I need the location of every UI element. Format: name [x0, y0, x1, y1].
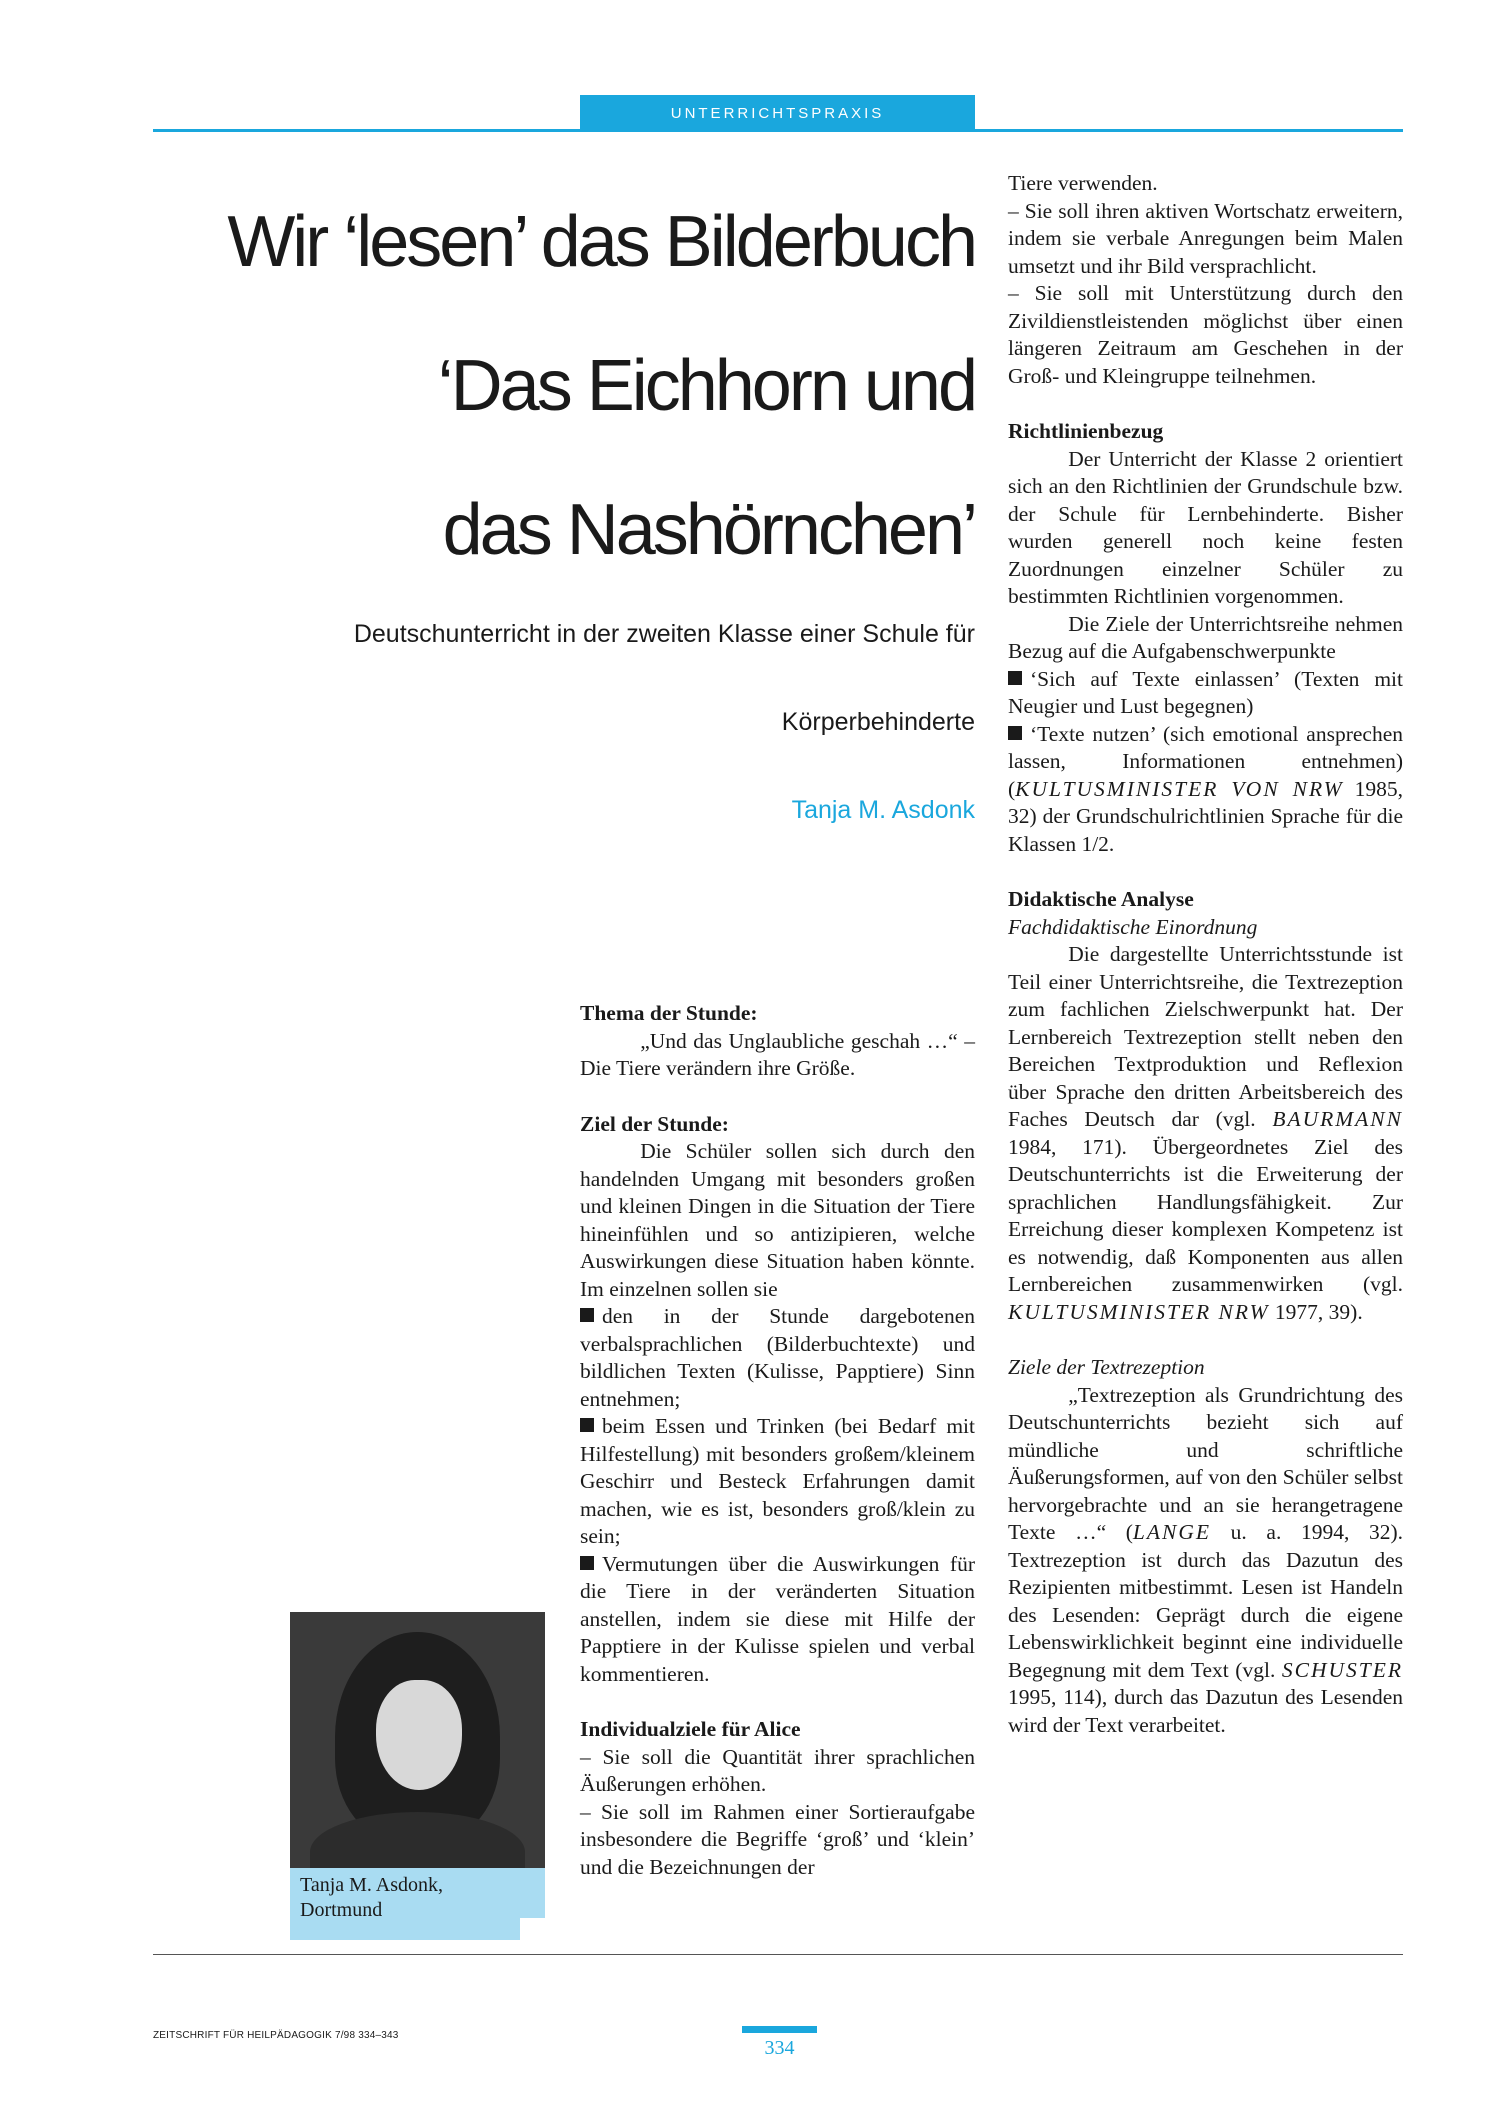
ziel-bullet-3: Vermutungen über die Auswirkungen für die Tiere in der veränderten Situation anstellen, indem sie diese mit Hilfe der Papptiere in der Kulisse spielen und verbal kommentieren.	[580, 1551, 975, 1686]
bullet-square-icon	[580, 1418, 594, 1432]
textrezeption-text: „Textrezeption als Grundrichtung des Deutschunterrichts bezieht sich auf mündliche und schriftliche Äußerungsformen, auf von den Schüler selbst hervorgebrachte und an sie herangetragene Texte …“ (LANGE u. a. 1994, 32). Textrezeption ist durch das Dazutun des Rezipienten mitbestimmt. Lesen ist Handeln des Lesenden: Geprägt durch die eigene Lebenswirklichkeit beginnt eine individuelle Begegnung mit dem Text (vgl. SCHUSTER 1995, 114), durch das Dazutun des Lesenden wird der Text verarbeitet.	[1008, 1382, 1403, 1737]
individual-goal-1: – Sie soll die Quantität ihrer sprachlichen Äußerungen erhöhen.	[580, 1744, 975, 1796]
richtlinien-text-1: Der Unterricht der Klasse 2 orientiert sich an den Richtlinien der Grundschule bzw. der Schule für Lernbehinderte. Bisher wurden generell noch keine festen Zuordnungen einzelner Schüler zu bestimmten Richtlinien vorgenommen.	[1008, 446, 1403, 608]
thema-text: „Und das Unglaubliche geschah …“ – Die Tiere verändern ihre Größe.	[580, 1028, 975, 1080]
journal-reference: ZEITSCHRIFT FÜR HEILPÄDAGOGIK 7/98 334–343	[153, 2030, 399, 2041]
didaktik-heading: Didaktische Analyse	[1008, 887, 1194, 911]
photo-caption	[290, 1868, 545, 1940]
ziel-bullet-1: den in der Stunde dargebotenen verbalsprachlichen (Bilderbuchtexte) und bildlichen Texten (Kulisse, Papptiere) Sinn entnehmen;	[580, 1304, 975, 1411]
bullet-square-icon	[580, 1556, 594, 1570]
title-line-1: Wir ‘lesen’ das Bilderbuch	[227, 202, 975, 282]
richtlinien-heading: Richtlinienbezug	[1008, 419, 1164, 443]
continued-text-1: Tiere verwenden.	[1008, 171, 1158, 195]
title-line-3: das Nashörnchen’	[442, 490, 975, 570]
textrezeption-subheading: Ziele der Textrezeption	[1008, 1355, 1205, 1379]
thema-heading: Thema der Stunde:	[580, 1001, 758, 1025]
continued-goal-1: – Sie soll ihren aktiven Wortschatz erweitern, indem sie verbale Anregungen beim Malen umsetzt und ihr Bild versprachlicht.	[1008, 198, 1403, 278]
richtlinien-bullet-1: ‘Sich auf Texte einlassen’ (Texten mit Neugier und Lust begegnen)	[1008, 666, 1403, 718]
footer-rule	[153, 1954, 1403, 1955]
fachdidaktik-subheading: Fachdidaktische Einordnung	[1008, 914, 1258, 939]
bullet-square-icon	[1008, 726, 1022, 740]
page-number-bar	[742, 2026, 817, 2033]
fachdidaktik-text: Die dargestellte Unterrichtsstunde ist Teil einer Unterrichtsreihe, die Textrezeption zum fachlichen Zielschwerpunkt hat. Der Lernbereich Textrezeption stellt neben den Bereichen Textproduktion und Reflexion über Sprache den dritten Arbeitsbereich des Faches Deutsch dar (vgl. BAURMANN 1984, 171). Übergeordnetes Ziel des Deutschunterrichts ist die Erweiterung der sprachlichen Handlungsfähigkeit. Zur Erreichung dieser komplexen Kompetenz ist es notwendig, daß Komponenten aus allen Lernbereichen zusammenwirken (vgl. KULTUSMINISTER NRW 1977, 39).	[1008, 942, 1403, 1324]
column-middle	[580, 1000, 975, 1881]
page-number: 334	[764, 2037, 795, 2059]
column-right	[1008, 170, 1403, 1739]
bullet-square-icon	[580, 1308, 594, 1322]
author-photo	[290, 1612, 545, 1869]
subtitle-line-1: Deutschunterricht in der zweiten Klasse einer Schule für	[353, 620, 975, 648]
section-label: UNTERRICHTSPRAXIS	[580, 95, 975, 131]
individual-goal-2: – Sie soll im Rahmen einer Sortieraufgabe insbesondere die Begriffe ‘groß’ und ‘klein’ und die Bezeichnungen der	[580, 1799, 975, 1879]
ziel-text: Die Schüler sollen sich durch den handelnden Umgang mit besonders großen und kleinen Dingen in die Situation der Tiere hineinfühlen und so antizipieren, welche Auswirkungen diese Situation haben könnte. Im einzelnen sollen sie	[580, 1139, 975, 1301]
caption-notch	[520, 1918, 545, 1940]
title-line-2: ‘Das Eichhorn und	[437, 346, 975, 426]
subtitle-line-2: Körperbehinderte	[781, 708, 975, 736]
caption-name: Tanja M. Asdonk,	[300, 1874, 444, 1896]
caption-city: Dortmund	[300, 1899, 383, 1921]
ziel-heading: Ziel der Stunde:	[580, 1111, 729, 1136]
richtlinien-text-2: Die Ziele der Unterrichtsreihe nehmen Bezug auf die Aufgabenschwerpunkte	[1008, 611, 1403, 663]
bullet-square-icon	[1008, 671, 1022, 685]
individual-heading: Individualziele für Alice	[580, 1717, 801, 1741]
author-name: Tanja M. Asdonk	[791, 796, 975, 824]
richtlinien-bullet-2: ‘Texte nutzen’ (sich emotional ansprechen lassen, Informationen entnehmen) (KULTUSMINISTER VON NRW 1985, 32) der Grundschulrichtlinien Sprache für die Klassen 1/2.	[1008, 721, 1404, 856]
ziel-bullet-2: beim Essen und Trinken (bei Bedarf mit Hilfestellung) mit besonders großem/kleinem Geschirr und Besteck Erfahrungen damit machen, wie es ist, besonders groß/klein zu sein;	[580, 1414, 975, 1548]
header-rule	[153, 129, 1403, 132]
continued-goal-2: – Sie soll mit Unterstützung durch den Zivildienstleistenden möglichst über einen längeren Zeitraum am Geschehen in der Groß- und Kleingruppe teilnehmen.	[1008, 281, 1403, 388]
